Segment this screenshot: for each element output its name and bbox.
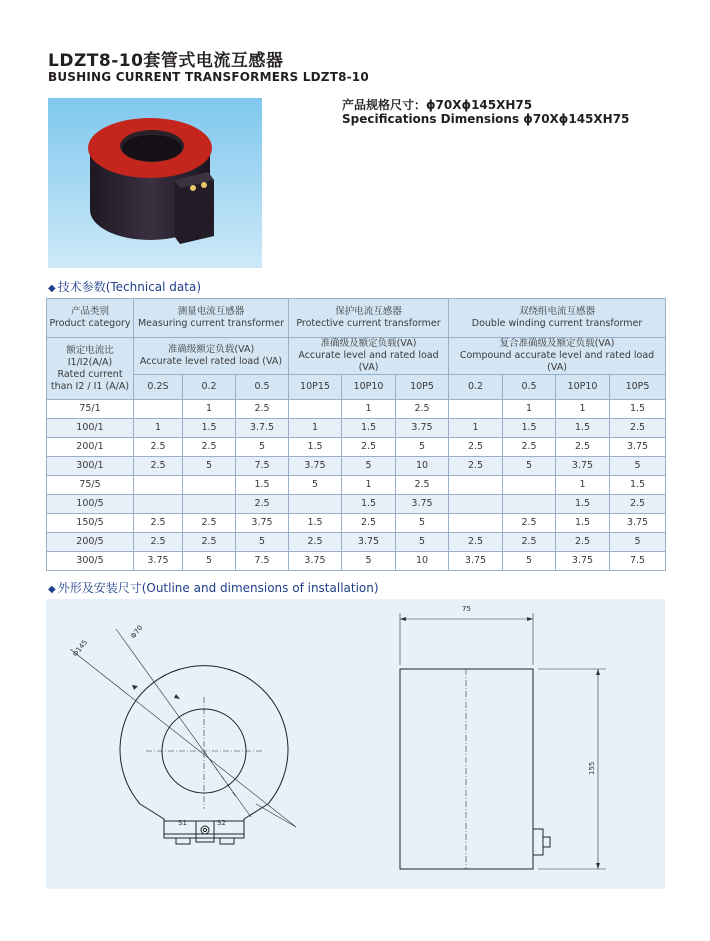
diamond-bullet-icon: ◆ (48, 283, 56, 294)
value-cell: 1.5 (342, 419, 396, 438)
diamond-bullet-icon: ◆ (48, 584, 56, 595)
table-row (47, 476, 666, 495)
class-header: 10P15 (289, 375, 342, 400)
header-double-winding-en: Double winding current transformer (471, 318, 643, 329)
value-cell: 2.5 (449, 533, 503, 552)
value-cell: 3.75 (449, 552, 503, 571)
header-product-category (47, 299, 134, 338)
value-cell: 5 (610, 533, 666, 552)
value-cell (449, 495, 503, 514)
value-cell: 5 (236, 438, 289, 457)
value-cell: 3.75 (289, 552, 342, 571)
class-header: 0.2S (134, 375, 183, 400)
value-cell: 1.5 (556, 419, 610, 438)
header-protective (289, 299, 449, 338)
table-row (47, 514, 666, 533)
value-cell: 2.5 (236, 495, 289, 514)
header-double-load (449, 338, 666, 375)
header-measuring (134, 299, 289, 338)
ratio-cell: 75/5 (47, 476, 134, 495)
value-cell: 5 (342, 457, 396, 476)
header-rated-ratio (47, 338, 134, 400)
value-cell (449, 400, 503, 419)
value-cell: 1.5 (289, 438, 342, 457)
value-cell: 5 (236, 533, 289, 552)
value-cell: 2.5 (183, 438, 236, 457)
value-cell: 2.5 (289, 533, 342, 552)
ratio-cell: 150/5 (47, 514, 134, 533)
value-cell: 2.5 (449, 457, 503, 476)
class-header: 10P5 (396, 375, 449, 400)
section-heading-technical (48, 278, 201, 295)
table-row (47, 457, 666, 476)
value-cell: 2.5 (503, 533, 556, 552)
value-cell: 1.5 (183, 419, 236, 438)
value-cell: 10 (396, 552, 449, 571)
value-cell: 2.5 (503, 514, 556, 533)
value-cell: 3.75 (289, 457, 342, 476)
value-cell: 5 (396, 438, 449, 457)
header-protective-cn: 保护电流互感器 (335, 306, 402, 317)
value-cell: 1 (449, 419, 503, 438)
table-row (47, 533, 666, 552)
value-cell (289, 400, 342, 419)
dim-label-inner: Φ70 (129, 623, 145, 641)
value-cell: 5 (289, 476, 342, 495)
value-cell: 1 (342, 400, 396, 419)
class-header: 0.5 (236, 375, 289, 400)
value-cell: 2.5 (503, 438, 556, 457)
value-cell: 1.5 (556, 514, 610, 533)
value-cell: 1 (183, 400, 236, 419)
header-double-load-cn: 复合准确级及额定负载(VA) (499, 338, 615, 349)
value-cell: 2.5 (134, 514, 183, 533)
section-heading-technical-text: 技术参数(Technical data) (57, 280, 202, 294)
header-meas-load-en: Accurate level rated load (VA) (139, 356, 283, 367)
value-cell: 1 (556, 400, 610, 419)
value-cell: 5 (183, 552, 236, 571)
table-row (47, 552, 666, 571)
value-cell: 1.5 (610, 400, 666, 419)
terminal-label-s2: S2 (217, 819, 226, 827)
header-protective-en: Protective current transformer (296, 318, 441, 329)
value-cell: 3.75 (396, 495, 449, 514)
section-heading-outline-text: 外形及安装尺寸(Outline and dimensions of installation) (57, 581, 379, 595)
value-cell: 1 (134, 419, 183, 438)
dim-label-width: 75 (462, 605, 471, 613)
outline-drawing-panel (46, 599, 665, 889)
header-prot-load-en: Accurate level and rated load (VA) (298, 350, 439, 373)
value-cell: 2.5 (134, 438, 183, 457)
value-cell: 3.7.5 (236, 419, 289, 438)
ratio-cell: 300/5 (47, 552, 134, 571)
value-cell: 1 (289, 419, 342, 438)
table-row (47, 400, 666, 419)
header-measuring-cn: 测量电流互感器 (177, 306, 245, 317)
value-cell: 1 (503, 400, 556, 419)
value-cell: 3.75 (610, 514, 666, 533)
terminal-label-s1: S1 (178, 819, 187, 827)
value-cell: 2.5 (342, 438, 396, 457)
value-cell: 7.5 (610, 552, 666, 571)
header-meas-load (134, 338, 289, 375)
value-cell: 2.5 (610, 419, 666, 438)
class-header: 0.5 (503, 375, 556, 400)
spec-dimensions-cn: 产品规格尺寸：ϕ70Xϕ145XH75 (342, 98, 533, 112)
header-rated-ratio-cn: 额定电流比 (66, 344, 114, 356)
value-cell: 5 (183, 457, 236, 476)
value-cell: 5 (610, 457, 666, 476)
product-photo (48, 98, 262, 268)
value-cell (134, 495, 183, 514)
value-cell: 1 (556, 476, 610, 495)
header-double-winding-cn: 双绕组电流互感器 (519, 306, 596, 317)
value-cell: 3.75 (556, 457, 610, 476)
ratio-cell: 300/1 (47, 457, 134, 476)
value-cell: 2.5 (610, 495, 666, 514)
product-photo-image (48, 98, 262, 268)
header-meas-load-cn: 准确级额定负载(VA) (167, 344, 255, 355)
ratio-cell: 100/1 (47, 419, 134, 438)
table-row (47, 495, 666, 514)
header-double-winding (449, 299, 666, 338)
side-view-body (400, 669, 533, 869)
header-product-category-cn: 产品类别 (70, 306, 109, 317)
page-subtitle: BUSHING CURRENT TRANSFORMERS LDZT8-10 (48, 70, 369, 84)
value-cell: 1.5 (289, 514, 342, 533)
ratio-cell: 100/5 (47, 495, 134, 514)
class-header: 0.2 (449, 375, 503, 400)
value-cell (449, 514, 503, 533)
value-cell: 5 (396, 533, 449, 552)
value-cell: 7.5 (236, 552, 289, 571)
value-cell (134, 476, 183, 495)
value-cell: 2.5 (183, 533, 236, 552)
value-cell: 1.5 (236, 476, 289, 495)
value-cell: 1.5 (503, 419, 556, 438)
value-cell: 3.75 (342, 533, 396, 552)
value-cell (503, 495, 556, 514)
page-title: LDZT8-10套管式电流互感器 (48, 51, 284, 71)
value-cell: 5 (342, 552, 396, 571)
section-heading-outline (48, 579, 379, 596)
value-cell: 1.5 (342, 495, 396, 514)
value-cell: 2.5 (449, 438, 503, 457)
class-header: 10P10 (556, 375, 610, 400)
value-cell: 5 (503, 457, 556, 476)
value-cell: 3.75 (610, 438, 666, 457)
value-cell (449, 476, 503, 495)
ratio-cell: 200/5 (47, 533, 134, 552)
value-cell (183, 476, 236, 495)
value-cell: 5 (503, 552, 556, 571)
class-header: 10P10 (342, 375, 396, 400)
class-header: 0.2 (183, 375, 236, 400)
ratio-cell: 200/1 (47, 438, 134, 457)
header-measuring-en: Measuring current transformer (137, 318, 285, 329)
value-cell: 3.75 (556, 552, 610, 571)
header-prot-load-cn: 准确级及额定负载(VA) (320, 338, 417, 349)
value-cell: 2.5 (236, 400, 289, 419)
value-cell: 2.5 (556, 438, 610, 457)
value-cell: 5 (396, 514, 449, 533)
value-cell: 10 (396, 457, 449, 476)
value-cell: 1.5 (610, 476, 666, 495)
header-rated-ratio-formula: I1/I2(A/A) (67, 356, 113, 368)
value-cell: 2.5 (556, 533, 610, 552)
value-cell: 3.75 (396, 419, 449, 438)
table-row (47, 438, 666, 457)
table-row (47, 419, 666, 438)
value-cell: 2.5 (342, 514, 396, 533)
dim-label-outer: Φ145 (71, 638, 90, 659)
table-body (47, 400, 666, 571)
value-cell: 3.75 (134, 552, 183, 571)
value-cell: 3.75 (236, 514, 289, 533)
spec-dimensions-en: Specifications Dimensions ϕ70Xϕ145XH75 (342, 112, 630, 126)
dim-label-height: 155 (588, 761, 596, 775)
value-cell (134, 400, 183, 419)
value-cell (503, 476, 556, 495)
value-cell: 2.5 (134, 533, 183, 552)
value-cell (289, 495, 342, 514)
value-cell: 2.5 (183, 514, 236, 533)
header-double-load-en: Compound accurate level and rated load (VA) (459, 350, 655, 373)
header-rated-ratio-en: Rated current than I2 / I1 (A/A) (50, 368, 130, 392)
outline-drawing (46, 599, 665, 889)
ratio-cell: 75/1 (47, 400, 134, 419)
header-product-category-en: Product category (49, 318, 131, 329)
value-cell: 2.5 (396, 400, 449, 419)
value-cell (183, 495, 236, 514)
technical-data-table (46, 298, 666, 571)
value-cell: 2.5 (134, 457, 183, 476)
value-cell: 2.5 (396, 476, 449, 495)
header-prot-load (289, 338, 449, 375)
value-cell: 7.5 (236, 457, 289, 476)
value-cell: 1.5 (556, 495, 610, 514)
class-header: 10P5 (610, 375, 666, 400)
value-cell: 1 (342, 476, 396, 495)
